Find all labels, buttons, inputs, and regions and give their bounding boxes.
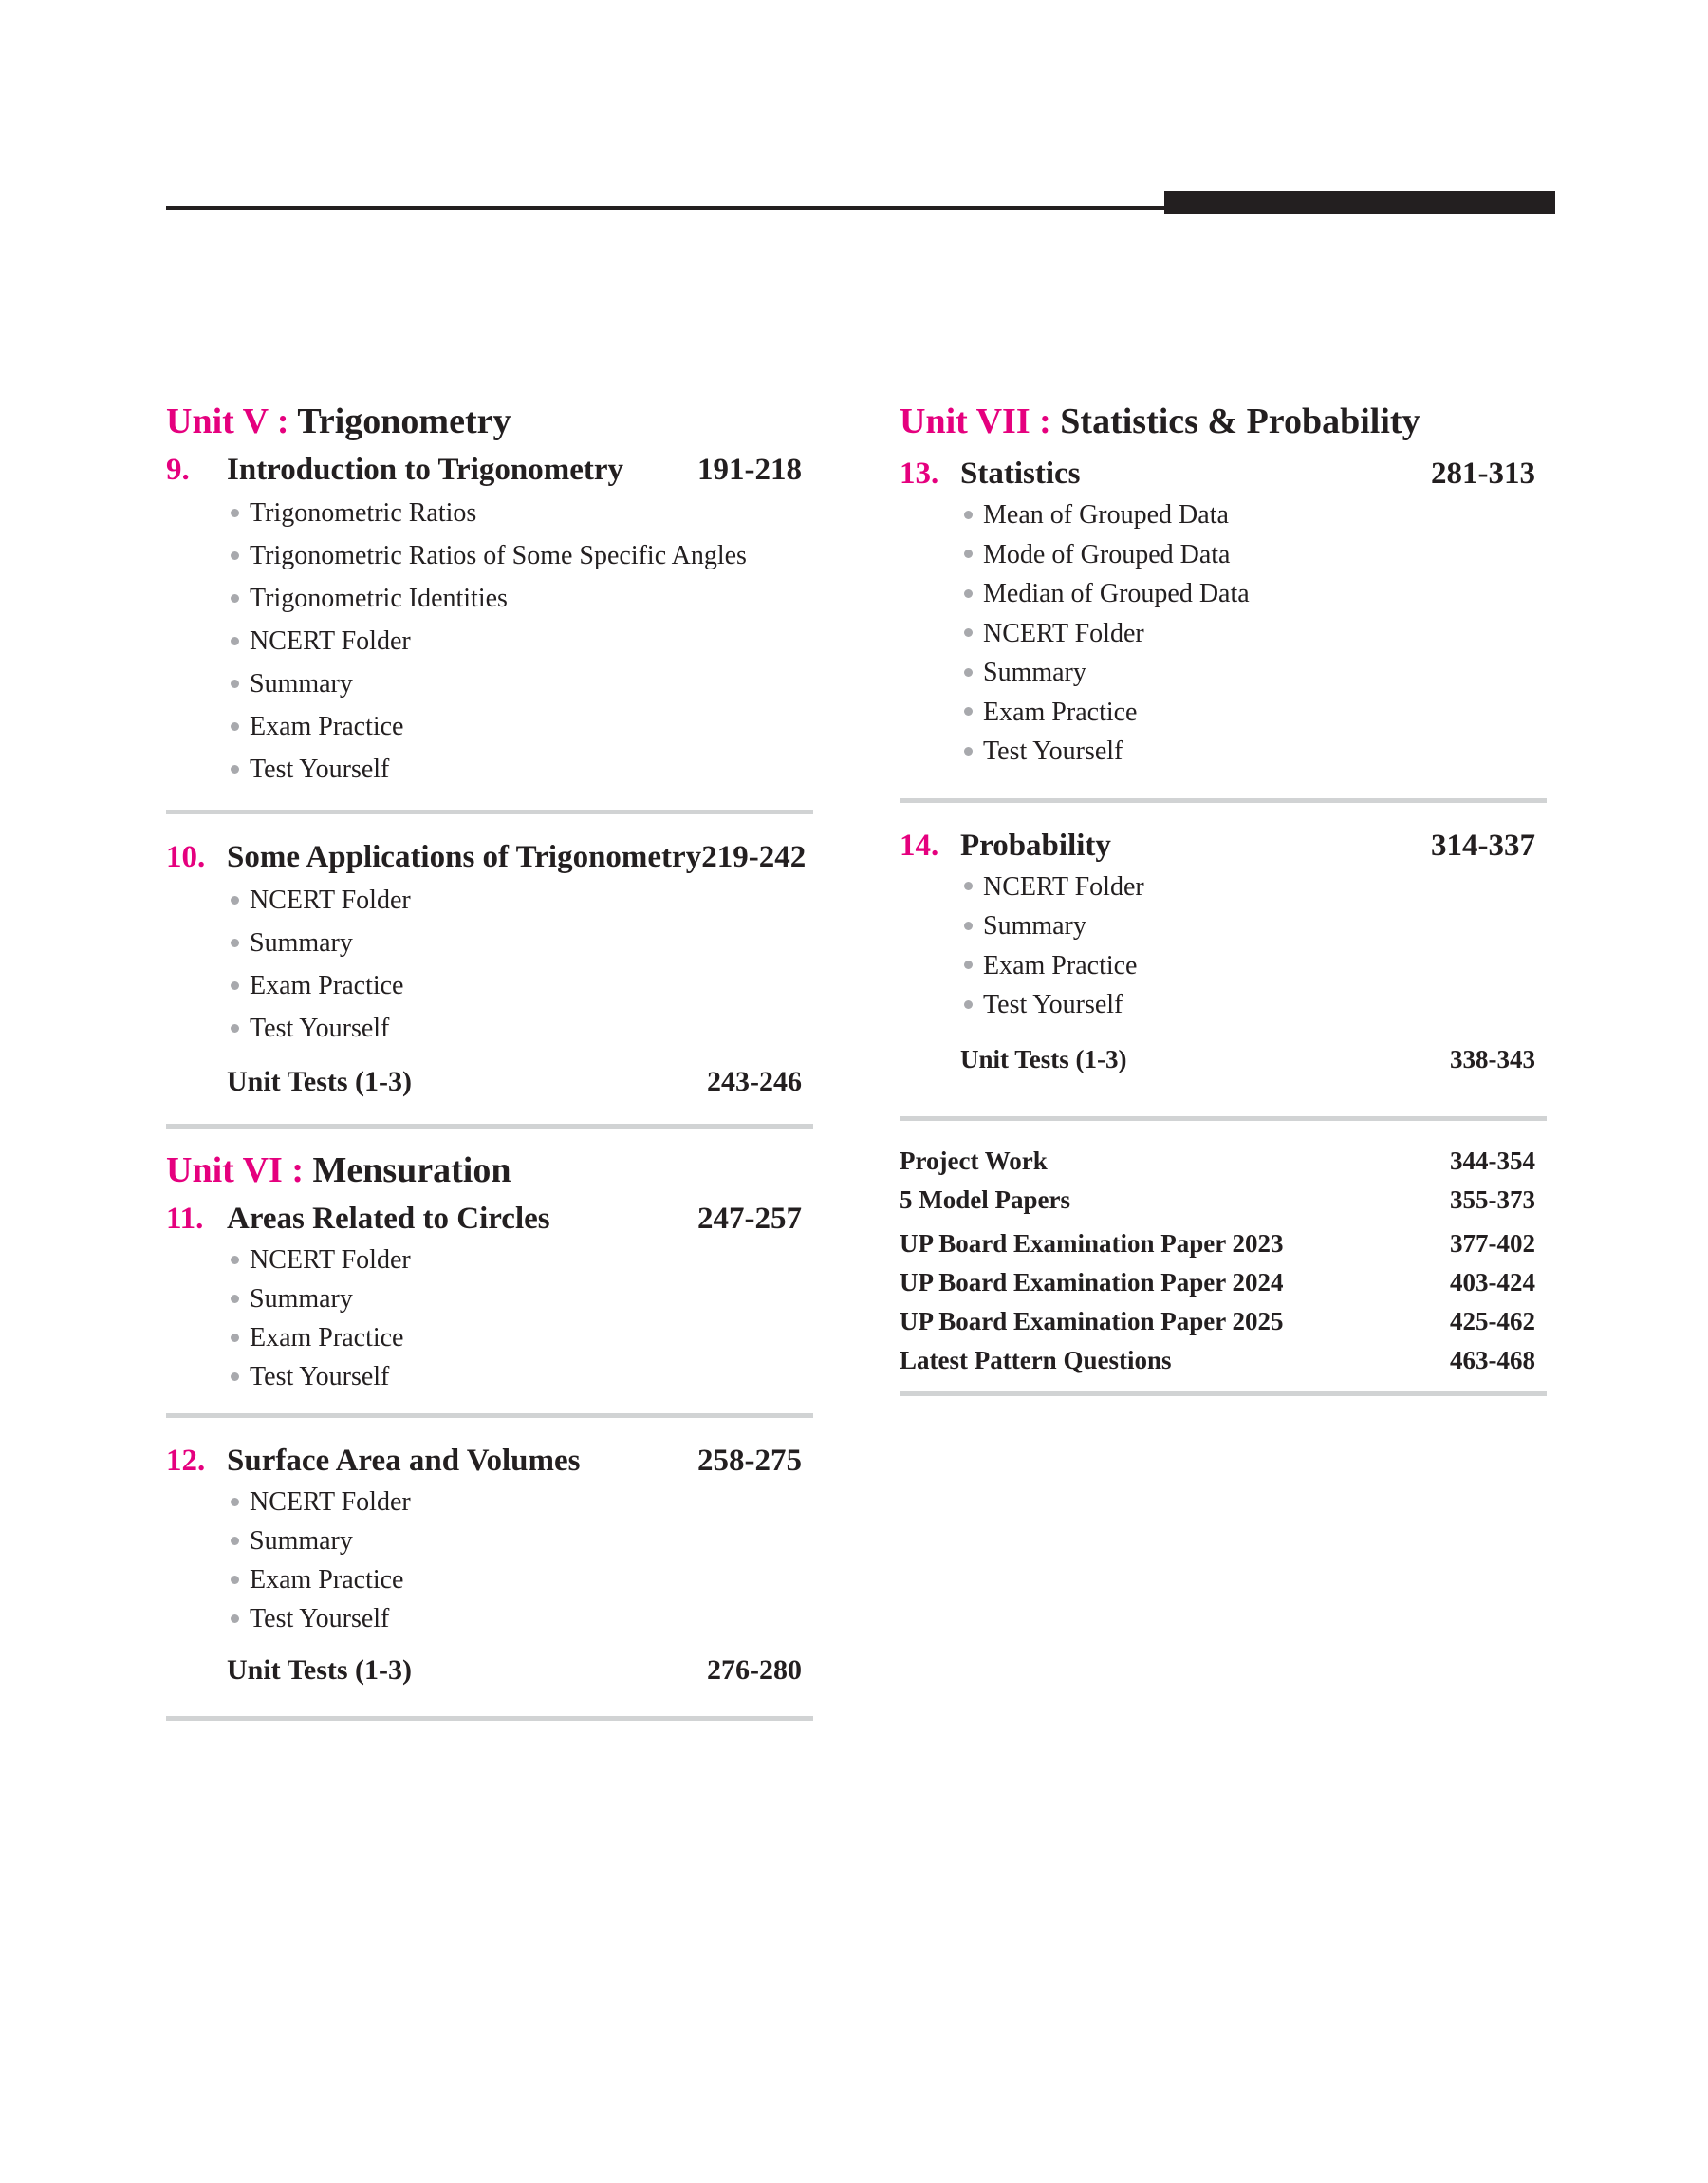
entry-label: 5 Model Papers [900,1185,1070,1214]
topic-item [960,653,1547,693]
bullet-icon [231,896,239,905]
unit-tests-label: Unit Tests (1-3) [227,1066,413,1097]
chapter-number: 13. [900,457,939,491]
bullet-icon [231,1024,239,1033]
back-matter-entry[interactable] [900,1263,1547,1302]
chapter-title: Surface Area and Volumes [227,1444,581,1478]
back-matter-entry[interactable] [900,1302,1547,1341]
topic-label: Trigonometric Identities [250,584,508,613]
topic-item [227,620,813,662]
topic-label: NCERT Folder [983,871,1144,902]
topic-label: Test Yourself [250,755,390,784]
topic-item [227,1241,813,1279]
topic-item [960,906,1547,946]
chapter-pages: 247-257 [697,1202,802,1236]
topic-label: Mean of Grouped Data [983,500,1229,530]
bullet-icon [964,707,973,716]
section-divider [166,1716,813,1721]
topic-label: Exam Practice [250,971,404,1000]
topic-label: Mode of Grouped Data [983,539,1231,569]
header-rule [166,206,1174,210]
bullet-icon [964,882,973,890]
chapter-title: Probability [960,828,1111,863]
entry-pages: 463-468 [1450,1345,1535,1374]
back-matter-entry[interactable] [900,1341,1547,1380]
bullet-icon [231,637,239,645]
bullet-icon [231,594,239,603]
bullet-icon [964,668,973,677]
topic-label: Summary [250,669,353,699]
topic-list [166,1241,813,1396]
bullet-icon [231,765,239,774]
unit-heading [166,397,813,446]
unit-tests-pages: 243-246 [707,1066,802,1097]
section-divider [166,1413,813,1418]
topic-list [900,868,1547,1025]
chapter-pages: 191-218 [697,453,802,487]
topic-list [900,495,1547,772]
topic-item [227,879,813,922]
topic-list [166,879,813,1050]
topic-item [227,1279,813,1318]
unit-name: Mensuration [312,1150,511,1190]
topic-item [227,748,813,791]
topic-item [227,492,813,534]
topic-item [227,1521,813,1560]
entry-pages: 403-424 [1450,1267,1535,1297]
topic-label: NCERT Folder [250,626,411,656]
chapter-entry[interactable] [900,824,1547,868]
topic-item [960,985,1547,1025]
chapter-entry[interactable] [166,448,813,492]
topic-label: Test Yourself [250,1014,390,1043]
bullet-icon [231,1498,239,1506]
toc-left-column [166,397,813,1721]
unit-heading [900,397,1547,446]
topic-label: Test Yourself [983,990,1123,1019]
unit-prefix: Unit VI : [166,1150,304,1190]
unit-tests-pages: 276-280 [707,1654,802,1686]
topic-label: Exam Practice [983,697,1138,727]
topic-item [227,577,813,620]
topic-item [227,534,813,577]
bullet-icon [964,961,973,969]
topic-list [166,1483,813,1638]
chapter-title: Areas Related to Circles [227,1202,550,1236]
unit-tests-entry[interactable] [900,1038,1547,1080]
chapter-entry[interactable] [166,835,813,879]
bullet-icon [231,722,239,731]
topic-label: Trigonometric Ratios [250,498,477,528]
chapter-entry[interactable] [900,452,1547,495]
topic-label: Summary [250,1284,353,1314]
toc-right-column [900,397,1547,1396]
topic-item [227,1599,813,1638]
bullet-icon [964,550,973,558]
topic-label: Summary [250,928,353,958]
topic-label: Exam Practice [250,1565,404,1595]
chapter-number: 10. [166,840,206,874]
topic-label: NCERT Folder [250,886,411,915]
unit-tests-label: Unit Tests (1-3) [960,1044,1127,1073]
chapter-pages: 258-275 [697,1444,802,1478]
unit-tests-label: Unit Tests (1-3) [227,1654,413,1686]
topic-label: NCERT Folder [250,1245,411,1275]
entry-pages: 377-402 [1450,1228,1535,1258]
topic-label: NCERT Folder [250,1487,411,1517]
bullet-icon [964,1000,973,1009]
topic-list [166,492,813,791]
bullet-icon [231,509,239,517]
topic-item [960,495,1547,535]
entry-pages: 425-462 [1450,1306,1535,1335]
topic-label: Exam Practice [983,950,1138,980]
bullet-icon [231,551,239,560]
chapter-entry[interactable] [166,1197,813,1241]
chapter-title: Some Applications of Trigonometry [227,840,702,874]
topic-item [227,922,813,964]
topic-label: Median of Grouped Data [983,579,1250,608]
entry-label: UP Board Examination Paper 2025 [900,1306,1284,1335]
chapter-number: 11. [166,1202,204,1236]
unit-prefix: Unit VII : [900,401,1051,441]
topic-item [227,1318,813,1357]
topic-item [960,535,1547,575]
topic-item [227,1357,813,1396]
back-matter-entry[interactable] [900,1142,1547,1181]
topic-item [227,662,813,705]
unit-name: Statistics & Probability [1060,401,1420,441]
entry-pages: 355-373 [1450,1185,1535,1214]
bullet-icon [231,1576,239,1584]
topic-label: Test Yourself [250,1362,390,1391]
entry-label: Latest Pattern Questions [900,1345,1172,1374]
section-divider [900,798,1547,803]
topic-label: Summary [250,1526,353,1556]
bullet-icon [231,1256,239,1264]
chapter-pages: 314-337 [1431,828,1535,863]
topic-item [227,1007,813,1050]
topic-item [960,614,1547,654]
unit-tests-entry[interactable] [166,1650,813,1691]
topic-label: Summary [983,658,1086,687]
section-divider [900,1116,1547,1121]
entry-label: Project Work [900,1146,1048,1175]
bullet-icon [964,747,973,756]
topic-label: Exam Practice [250,712,404,741]
chapter-title: Introduction to Trigonometry [227,453,623,487]
unit-name: Trigonometry [297,401,511,441]
section-divider [166,810,813,814]
section-divider [166,1124,813,1129]
topic-item [227,1483,813,1521]
bullet-icon [231,981,239,990]
entry-label: UP Board Examination Paper 2024 [900,1267,1284,1297]
section-divider [900,1391,1547,1396]
bullet-icon [964,511,973,519]
topic-item [960,946,1547,986]
topic-label: Summary [983,911,1086,941]
topic-label: Test Yourself [250,1604,390,1633]
topic-item [960,693,1547,733]
topic-item [227,964,813,1007]
bullet-icon [231,939,239,947]
back-matter-entry[interactable] [900,1181,1547,1220]
bullet-icon [231,1614,239,1623]
topic-label: NCERT Folder [983,618,1144,648]
unit-prefix: Unit V : [166,401,289,441]
entry-pages: 344-354 [1450,1146,1535,1175]
topic-label: Trigonometric Ratios of Some Specific Angles [250,541,747,570]
unit-tests-entry[interactable] [166,1061,813,1103]
unit-heading [166,1146,813,1195]
bullet-icon [231,1372,239,1381]
chapter-number: 12. [166,1444,206,1478]
header-bar [1164,191,1555,214]
topic-label: Exam Practice [250,1323,404,1353]
topic-item [227,1560,813,1599]
back-matter-entry[interactable] [900,1224,1547,1263]
topic-item [960,574,1547,614]
bullet-icon [964,589,973,598]
bullet-icon [231,1537,239,1545]
bullet-icon [964,628,973,637]
chapter-pages: 219-242 [701,840,807,874]
chapter-entry[interactable] [166,1439,813,1483]
entry-label: UP Board Examination Paper 2023 [900,1228,1284,1258]
unit-tests-pages: 338-343 [1450,1044,1535,1073]
chapter-number: 9. [166,453,190,487]
bullet-icon [964,922,973,930]
topic-item [227,705,813,748]
bullet-icon [231,1334,239,1342]
chapter-title: Statistics [960,457,1081,491]
chapter-number: 14. [900,828,939,863]
back-matter-list [900,1142,1547,1380]
bullet-icon [231,680,239,688]
topic-item [960,732,1547,772]
chapter-pages: 281-313 [1431,457,1535,491]
topic-item [960,868,1547,907]
bullet-icon [231,1295,239,1303]
topic-label: Test Yourself [983,737,1123,766]
